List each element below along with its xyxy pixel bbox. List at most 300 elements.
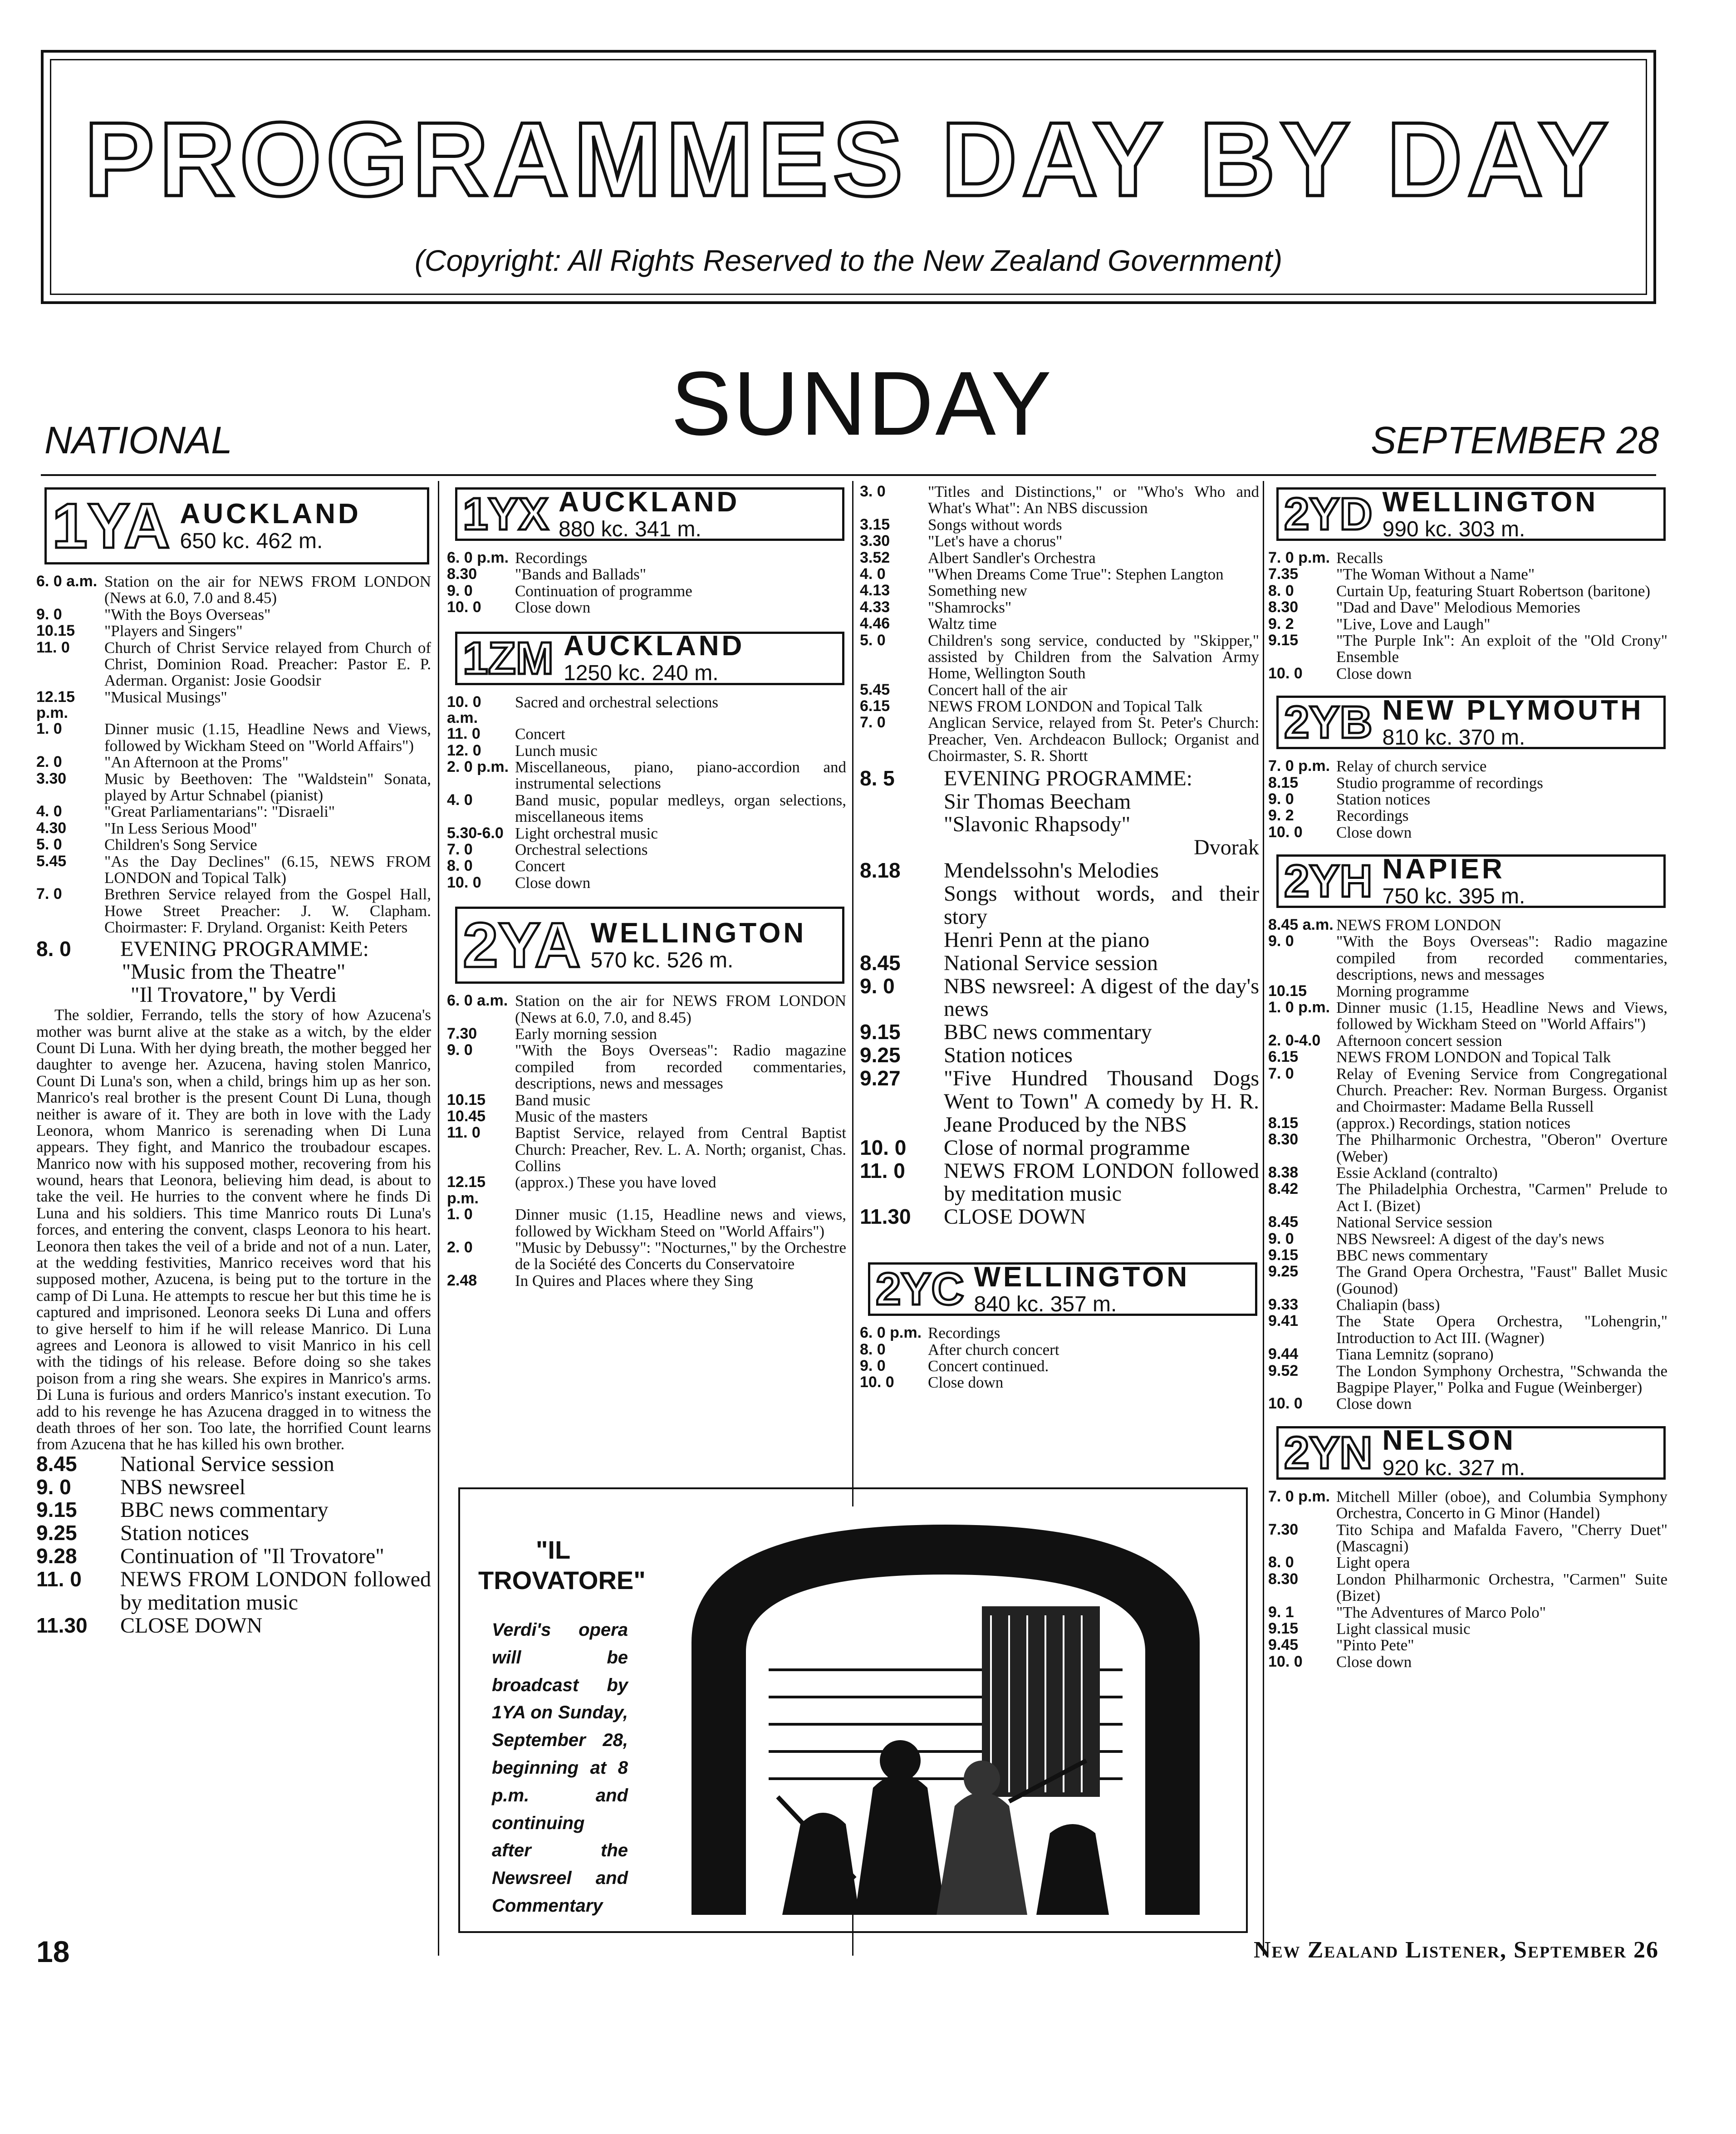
time-label: 8.45 xyxy=(36,1452,77,1476)
page-number: 18 xyxy=(36,1935,70,1968)
programme-description: Recordings xyxy=(1336,807,1409,825)
station-city: AUCKLAND xyxy=(559,486,740,518)
time-label: 9. 2 xyxy=(1268,615,1294,633)
station-city: NELSON xyxy=(1382,1425,1516,1457)
schedule-row xyxy=(1268,758,1667,775)
time-label: 10.15 xyxy=(36,622,75,640)
time-label: 8.45 a.m. xyxy=(1268,916,1334,934)
programme-description: The Philadelphia Orchestra, "Carmen" Prelude to Act I. (Bizet) xyxy=(1336,1180,1667,1215)
time-label: 9.33 xyxy=(1268,1296,1299,1314)
time-label: 6.15 xyxy=(860,697,890,715)
time-label: 9.44 xyxy=(1268,1345,1299,1363)
schedule-row xyxy=(1268,1231,1667,1247)
schedule-row xyxy=(1268,1313,1667,1346)
station-callsign: 1YA xyxy=(52,490,170,561)
schedule-row xyxy=(860,566,1259,583)
station-frequency: 570 kc. 526 m. xyxy=(590,948,734,972)
programme-description: The London Symphony Orchestra, "Schwanda the Bagpipe Player," Polka and Fugue (Weinberger) xyxy=(1336,1362,1667,1397)
station-city: WELLINGTON xyxy=(590,917,807,949)
programme-description: CLOSE DOWN xyxy=(944,1205,1086,1229)
time-label: 9.27 xyxy=(860,1066,901,1090)
time-label: 8. 0 xyxy=(1268,582,1294,599)
time-label: 12.15 p.m. xyxy=(36,688,75,722)
time-label: 8.30 xyxy=(1268,1570,1299,1588)
programme-description: Orchestral selections xyxy=(515,841,648,859)
time-label: 3.52 xyxy=(860,549,890,566)
schedule-row xyxy=(1268,550,1667,566)
column-divider xyxy=(1263,481,1264,1956)
programme-description: "Music by Debussy": "Nocturnes," by the Orchestre de la Société des Concerts du Conservatoire xyxy=(515,1238,846,1273)
programme-description: Continuation of programme xyxy=(515,582,692,600)
time-label: 2. 0 xyxy=(447,1238,473,1256)
programme-description: Station notices xyxy=(120,1521,249,1545)
il-trovatore-feature xyxy=(458,1487,1248,1933)
programme-description: Station notices xyxy=(1336,790,1431,808)
programme-description: Close down xyxy=(1336,664,1412,682)
programme-line: Songs without words, and their story xyxy=(944,882,1259,929)
programme-title: "Music from the Theatre" xyxy=(122,960,346,984)
station-callsign: 2YC xyxy=(876,1264,964,1315)
programme-description: BBC news commentary xyxy=(120,1498,329,1522)
time-label: 9.15 xyxy=(36,1498,77,1522)
column-1ya xyxy=(36,484,431,1638)
schedule-row xyxy=(447,743,846,759)
time-label: 9. 0 xyxy=(447,1041,473,1059)
time-label: 8.45 xyxy=(1268,1213,1299,1231)
time-label: 10.15 xyxy=(447,1091,486,1109)
schedule-row xyxy=(1268,1214,1667,1231)
schedule-row xyxy=(36,854,431,887)
column-regional xyxy=(1268,484,1667,1670)
time-label: 12. 0 xyxy=(447,741,481,759)
programme-description: Church of Christ Service relayed from Church of Christ, Dominion Road. Preacher: Pastor E. P. Aderman. Organist: Josie Goodsir xyxy=(104,638,431,690)
programme-description: (approx.) Recordings, station notices xyxy=(1336,1114,1571,1132)
programme-description: NBS newsreel: A digest of the day's news xyxy=(944,974,1259,1021)
time-label: 3.30 xyxy=(36,770,67,787)
schedule-row xyxy=(1268,775,1667,791)
schedule-row xyxy=(860,1067,1259,1137)
copyright-notice: (Copyright: All Rights Reserved to the New Zealand Government) xyxy=(414,244,1283,277)
time-label: 9.52 xyxy=(1268,1362,1299,1379)
programme-description: Light orchestral music xyxy=(515,824,658,842)
time-label: 10. 0 xyxy=(860,1135,907,1159)
schedule-row xyxy=(447,1109,846,1125)
time-label: 3. 0 xyxy=(860,483,886,500)
schedule-row xyxy=(36,1545,431,1568)
time-label: 11. 0 xyxy=(447,1124,481,1142)
programme-line: Henri Penn at the piano xyxy=(944,927,1150,952)
station-city: AUCKLAND xyxy=(564,630,745,662)
programme-description: Early morning session xyxy=(515,1025,657,1043)
schedule-row xyxy=(1268,1165,1667,1181)
time-label: 7.30 xyxy=(1268,1521,1299,1538)
time-label: 6. 0 p.m. xyxy=(447,549,509,566)
time-label: 11. 0 xyxy=(447,725,481,743)
time-label: 9.15 xyxy=(1268,1246,1299,1264)
station-callsign: 2YH xyxy=(1284,856,1373,907)
programme-description: Close down xyxy=(1336,1653,1412,1671)
schedule-row xyxy=(1268,1637,1667,1653)
schedule-row xyxy=(1268,1654,1667,1670)
time-label: 9.15 xyxy=(860,1020,901,1044)
programme-description: "In Less Serious Mood" xyxy=(104,819,257,837)
schedule-row xyxy=(447,583,846,599)
schedule-row xyxy=(1268,1363,1667,1396)
programme-description: Recalls xyxy=(1336,549,1383,567)
schedule-row xyxy=(1268,566,1667,583)
time-label: 8.45 xyxy=(860,951,901,975)
programme-description: Songs without words xyxy=(928,515,1062,534)
programme-description: Recordings xyxy=(928,1324,1000,1342)
programme-description: Station notices xyxy=(944,1043,1073,1068)
programme-description: NEWS FROM LONDON and Topical Talk xyxy=(928,697,1203,716)
schedule-row xyxy=(1268,583,1667,599)
programme-description: NEWS FROM LONDON and Topical Talk xyxy=(1336,1048,1611,1066)
schedule-row xyxy=(447,1125,846,1174)
programme-description: NEWS FROM LONDON followed by meditation music xyxy=(120,1567,431,1614)
schedule-row xyxy=(860,715,1259,764)
time-label: 9. 0 xyxy=(1268,932,1294,950)
time-label: 5. 0 xyxy=(860,631,886,649)
programme-description: Studio programme of recordings xyxy=(1336,774,1543,792)
schedule-row xyxy=(860,1342,1259,1358)
schedule-list xyxy=(36,1453,431,1638)
programme-description: Albert Sandler's Orchestra xyxy=(928,549,1096,567)
schedule-row xyxy=(447,566,846,583)
time-label: 4.30 xyxy=(36,819,67,837)
schedule-row xyxy=(1268,633,1667,666)
programme-description: Afternoon concert session xyxy=(1336,1031,1502,1050)
schedule-row xyxy=(860,633,1259,682)
time-label: 8. 0 xyxy=(1268,1554,1294,1571)
programme-description: "The Adventures of Marco Polo" xyxy=(1336,1603,1546,1621)
time-label: 6. 0 a.m. xyxy=(36,573,98,590)
schedule-row xyxy=(1268,824,1667,841)
time-label: 9. 0 xyxy=(447,582,473,599)
programme-description: BBC news commentary xyxy=(1336,1246,1488,1264)
programme-line: Sir Thomas Beecham xyxy=(944,789,1131,814)
schedule-row xyxy=(1268,1621,1667,1637)
programme-description: "Bands and Ballads" xyxy=(515,565,647,584)
schedule-row xyxy=(860,952,1259,975)
schedule-row xyxy=(1268,1396,1667,1412)
programme-description: NEWS FROM LONDON followed by meditation music xyxy=(944,1158,1259,1206)
time-label: 9. 0 xyxy=(1268,790,1294,808)
schedule-row xyxy=(1268,1066,1667,1115)
schedule-list xyxy=(447,694,846,892)
schedule-row xyxy=(36,1476,431,1499)
schedule-row xyxy=(860,682,1259,698)
time-label: 9. 0 xyxy=(1268,1230,1294,1247)
time-label: 9. 0 xyxy=(860,974,895,998)
time-label: 4. 0 xyxy=(36,803,62,820)
schedule-row xyxy=(36,1499,431,1522)
programme-description: Music of the masters xyxy=(515,1107,648,1125)
schedule-list xyxy=(1268,758,1667,841)
schedule-list xyxy=(1268,1489,1667,1670)
schedule-row xyxy=(860,1137,1259,1160)
programme-description: London Philharmonic Orchestra, "Carmen" Suite (Bizet) xyxy=(1336,1570,1667,1605)
column-divider xyxy=(438,481,439,1956)
programme-description: "Players and Singers" xyxy=(104,622,243,640)
schedule-row xyxy=(1268,1000,1667,1033)
programme-description: Light classical music xyxy=(1336,1619,1471,1638)
programme-description: Close down xyxy=(515,599,591,617)
station-frequency: 810 kc. 370 m. xyxy=(1382,725,1525,750)
time-label: 3.15 xyxy=(860,515,890,533)
programme-description: Close of normal programme xyxy=(944,1135,1190,1160)
programme-description: "Five Hundred Thousand Dogs Went to Town" A comedy by H. R. Jeane Produced by the NBS xyxy=(944,1066,1259,1137)
schedule-list xyxy=(1268,917,1667,1413)
schedule-row xyxy=(447,694,846,726)
schedule-row xyxy=(447,842,846,858)
time-label: 7. 0 p.m. xyxy=(1268,1487,1330,1505)
time-label: 8.42 xyxy=(1268,1180,1299,1198)
programme-description: Relay of Evening Service from Congregational Church. Preacher: Rev. Norman Burgess. Organist and Choirmaster: Madame Bella Russell xyxy=(1336,1065,1667,1116)
programme-description: Concert hall of the air xyxy=(928,681,1068,699)
column-2ya-continued xyxy=(860,484,1259,1391)
programme-description: "Pinto Pete" xyxy=(1336,1636,1414,1654)
time-label: 9. 2 xyxy=(1268,807,1294,824)
programme-description: "Let's have a chorus" xyxy=(928,532,1063,550)
schedule-row xyxy=(447,759,846,792)
programme-description: Miscellaneous, piano, piano-accordion and instrumental selections xyxy=(515,758,846,793)
programme-description: The State Opera Orchestra, "Lohengrin," Introduction to Act III. (Wagner) xyxy=(1336,1312,1667,1347)
schedule-row xyxy=(36,1453,431,1476)
programme-description: Chaliapin (bass) xyxy=(1336,1296,1440,1314)
programme-description: Close down xyxy=(515,873,591,892)
programme-description: In Quires and Places where they Sing xyxy=(515,1271,753,1290)
schedule-row xyxy=(860,698,1259,715)
programme-description: National Service session xyxy=(944,951,1158,975)
programme-description: Continuation of "Il Trovatore" xyxy=(120,1544,384,1569)
time-label: 6. 0 a.m. xyxy=(447,992,508,1010)
schedule-row xyxy=(1268,1522,1667,1555)
programme-description: Recordings xyxy=(515,549,588,567)
station-frequency: 990 kc. 303 m. xyxy=(1382,517,1525,541)
station-box-2yh xyxy=(1276,854,1666,908)
programme-description: "The Purple Ink": An exploit of the "Old Crony" Ensemble xyxy=(1336,631,1667,666)
time-label: 8.38 xyxy=(1268,1163,1299,1181)
programme-description: Band music xyxy=(515,1091,591,1109)
schedule-row xyxy=(447,1092,846,1109)
masthead-banner xyxy=(41,50,1656,304)
time-label: 11.30 xyxy=(860,1205,911,1229)
schedule-row xyxy=(1268,1115,1667,1132)
time-label: 8. 5 xyxy=(860,766,895,790)
programme-description: Waltz time xyxy=(928,615,997,633)
station-city: WELLINGTON xyxy=(974,1261,1190,1293)
time-label: 9.25 xyxy=(36,1521,77,1545)
schedule-list xyxy=(36,574,431,936)
programme-description: Concert continued. xyxy=(928,1357,1049,1375)
programme-description: Station on the air for NEWS FROM LONDON (News at 6.0, 7.0 and 8.45) xyxy=(104,573,431,607)
schedule-row xyxy=(447,1042,846,1092)
schedule-row xyxy=(1268,1181,1667,1214)
schedule-row xyxy=(36,607,431,623)
time-label: 8. 0 xyxy=(860,1340,886,1358)
opera-synopsis: The soldier, Ferrando, tells the story of how Azucena's mother was burnt alive at the stake as a witch, by the elder Count Di Luna. With her dying breath, the mother begged her daughter to avenge her. Azucena, having stolen Manrico, Count Di Luna's son, when a child, brings him up as her son. Manrico's real brother is the present Count Di Luna, though neither is aware of it. They are both in love with the Lady Leonora, whom Manrico is serenading when Di Luna appears. They fight, and Manrico the troubadour escapes. Manrico now with his supposed mother, recovering from his wound, hears that Leonora, believing him dead, is about to take the veil. He hurries to the convent where he finds Di Luna and his soldiers. This time Manrico routs Di Luna's forces, and entering the convent, clasps Leonora to his heart. Leonora then takes the veil of a bride and not of a nun. Later, at the wedding festivities, Manrico receives word that his supposed mother, Azucena, is being put to the torture in the camp of Di Luna. He attempts to rescue her but this time he is captured and imprisoned. Leonora seeks Di Luna and offers to give herself to him if he will release Manrico. Di Luna agrees and Leonora is allowed to visit Manrico in his cell with the tidings of his release. Before doing so she takes poison from a ring she wears. She expires in Manrico's arms. Di Luna is furious and orders Manrico's instant execution. To add to his revenge he has Azucena dragged in to witness the death throes of her son. Too late, the horrified Count learns from Azucena that he has killed his own brother. xyxy=(36,1006,431,1453)
schedule-row xyxy=(860,583,1259,599)
programme-description: Tiana Lemnitz (soprano) xyxy=(1336,1345,1494,1364)
masthead-title: PROGRAMMES DAY BY DAY xyxy=(84,101,1613,218)
time-label: 1. 0 xyxy=(447,1206,473,1223)
programme-description: "With the Boys Overseas": Radio magazine compiled from recorded commentaries, descriptions, news and messages xyxy=(515,1041,846,1093)
day-title: SUNDAY xyxy=(671,353,1054,454)
programme-description: Curtain Up, featuring Stuart Robertson (baritone) xyxy=(1336,582,1651,600)
programme-description: "Live, Love and Laugh" xyxy=(1336,615,1491,633)
station-city: AUCKLAND xyxy=(180,498,361,530)
time-label: 9.15 xyxy=(1268,631,1299,649)
programme-description: Station on the air for NEWS FROM LONDON (News at 6.0, 7.0, and 8.45) xyxy=(515,992,846,1026)
programme-description: Close down xyxy=(1336,823,1412,841)
schedule-row xyxy=(860,1160,1259,1206)
schedule-row xyxy=(1268,808,1667,824)
schedule-row xyxy=(36,754,431,770)
time-label: 10. 0 xyxy=(447,873,481,891)
schedule-row xyxy=(1268,1489,1667,1522)
station-frequency: 750 kc. 395 m. xyxy=(1382,884,1525,908)
time-label: 5. 0 xyxy=(36,836,62,854)
schedule-row xyxy=(36,1614,431,1638)
time-label: 6. 0 p.m. xyxy=(860,1324,922,1342)
programme-description: Light opera xyxy=(1336,1554,1410,1572)
publication-footer: New Zealand Listener, September 26 xyxy=(1254,1937,1659,1963)
time-label: 10. 0 xyxy=(1268,823,1303,841)
time-label: 7. 0 xyxy=(1268,1065,1294,1082)
schedule-row xyxy=(36,721,431,754)
schedule-row xyxy=(447,1207,846,1240)
schedule-row xyxy=(860,533,1259,549)
station-box-2yd xyxy=(1276,487,1666,541)
programme-description: National Service session xyxy=(1336,1213,1493,1231)
station-frequency: 840 kc. 357 m. xyxy=(974,1292,1117,1316)
station-box-2yc xyxy=(868,1262,1257,1316)
schedule-row xyxy=(36,837,431,853)
station-frequency: 1250 kc. 240 m. xyxy=(564,661,719,686)
schedule-row xyxy=(860,1044,1259,1067)
schedule-row xyxy=(447,599,846,616)
time-label: 9. 0 xyxy=(860,1357,886,1374)
date-label: SEPTEMBER 28 xyxy=(1371,419,1659,461)
time-label: 8.15 xyxy=(1268,774,1299,791)
time-label: 11.30 xyxy=(36,1613,88,1637)
programme-description: "Dad and Dave" Melodious Memories xyxy=(1336,599,1580,617)
schedule-row xyxy=(1268,933,1667,983)
schedule-row xyxy=(860,616,1259,632)
time-label: 7. 0 p.m. xyxy=(1268,757,1330,775)
programme-description: Concert xyxy=(515,857,565,875)
programme-description: NBS newsreel xyxy=(120,1475,245,1499)
station-city: WELLINGTON xyxy=(1382,486,1599,518)
programme-description: Dinner music (1.15, Headline News and Views, followed by Wickham Steed on "World Affairs") xyxy=(104,720,431,755)
time-label: 10. 0 a.m. xyxy=(447,693,481,726)
station-box-2yn xyxy=(1276,1426,1666,1480)
schedule-row xyxy=(36,689,431,721)
schedule-row xyxy=(860,1358,1259,1374)
station-frequency: 920 kc. 327 m. xyxy=(1382,1456,1525,1480)
schedule-list xyxy=(1268,550,1667,682)
programme-description: "Titles and Distinctions," or "Who's Who and What's What": An NBS discussion xyxy=(928,483,1259,517)
programme-description: "With the Boys Overseas" xyxy=(104,605,271,623)
schedule-row xyxy=(860,975,1259,1021)
programme-description: "As the Day Declines" (6.15, NEWS FROM LONDON and Topical Talk) xyxy=(104,852,431,887)
schedule-row xyxy=(1268,1132,1667,1165)
time-label: 7.30 xyxy=(447,1025,477,1042)
time-label: 10. 0 xyxy=(447,599,481,616)
station-frequency: 880 kc. 341 m. xyxy=(559,517,701,541)
schedule-row xyxy=(1268,666,1667,682)
programme-description: Children's Song Service xyxy=(104,836,257,854)
station-callsign: 2YA xyxy=(463,909,581,981)
programme-description: "Musical Musings" xyxy=(104,688,227,706)
time-label: 8.30 xyxy=(1268,599,1299,616)
programme-description: Close down xyxy=(928,1374,1004,1392)
time-label: 7.35 xyxy=(1268,565,1299,583)
schedule-row xyxy=(447,875,846,891)
evening-programme-heading: EVENING PROGRAMME: xyxy=(944,766,1193,790)
schedule-row xyxy=(447,1026,846,1042)
time-label: 1. 0 xyxy=(36,720,62,738)
programme-description: Mitchell Miller (oboe), and Columbia Symphony Orchestra, Concerto in G Minor (Handel) xyxy=(1336,1487,1667,1522)
schedule-row xyxy=(1268,917,1667,933)
time-label: 10.45 xyxy=(447,1107,486,1125)
schedule-row xyxy=(447,1273,846,1289)
time-label: 4. 0 xyxy=(447,791,473,809)
schedule-row xyxy=(36,1522,431,1545)
station-callsign: 2YN xyxy=(1284,1427,1373,1478)
station-box-1zm xyxy=(455,632,844,685)
schedule-row xyxy=(1268,1247,1667,1264)
schedule-row xyxy=(1268,1346,1667,1363)
schedule-row xyxy=(1268,1297,1667,1313)
programme-line: Mendelssohn's Melodies xyxy=(944,859,1159,883)
programme-description: Morning programme xyxy=(1336,982,1469,1000)
time-label: 9.41 xyxy=(1268,1312,1299,1330)
programme-description: Dinner music (1.15, Headline news and views, followed by Wickham Steed on "World Affairs") xyxy=(515,1206,846,1240)
programme-description: (approx.) These you have loved xyxy=(515,1173,716,1192)
programme-description: The Philharmonic Orchestra, "Oberon" Overture (Weber) xyxy=(1336,1131,1667,1165)
schedule-row xyxy=(860,1206,1259,1229)
schedule-row xyxy=(1268,1571,1667,1604)
time-label: 6.15 xyxy=(1268,1048,1299,1066)
composer-name: Dvorak xyxy=(1194,835,1259,860)
programme-description: Music by Beethoven: The "Waldstein" Sonata, played by Artur Schnabel (pianist) xyxy=(104,770,431,805)
schedule-row xyxy=(36,886,431,936)
time-label: 7. 0 xyxy=(860,714,886,731)
time-label: 9. 1 xyxy=(1268,1603,1294,1621)
time-label: 11. 0 xyxy=(36,1567,82,1591)
programme-description: Close down xyxy=(1336,1395,1412,1413)
schedule-row xyxy=(36,640,431,689)
programme-description: "With the Boys Overseas": Radio magazine compiled from recorded commentaries, descriptions, news and messages xyxy=(1336,932,1667,984)
time-label: 7. 0 xyxy=(36,885,62,903)
schedule-list xyxy=(860,484,1259,765)
programme-description: Something new xyxy=(928,582,1027,600)
time-label: 11. 0 xyxy=(36,638,70,656)
time-label: 10. 0 xyxy=(1268,664,1303,682)
programme-description: "An Afternoon at the Proms" xyxy=(104,753,289,771)
programme-description: Baptist Service, relayed from Central Baptist Church: Preacher, Rev. L. A. North; organist, Chas. Collins xyxy=(515,1124,846,1175)
schedule-row xyxy=(447,726,846,742)
station-callsign: 1ZM xyxy=(463,633,554,684)
time-label: 4.13 xyxy=(860,582,890,599)
programme-description: The Grand Opera Orchestra, "Faust" Ballet Music (Gounod) xyxy=(1336,1263,1667,1297)
time-label: 7. 0 xyxy=(447,841,473,859)
station-box-1ya xyxy=(44,487,429,564)
programme-description: Lunch music xyxy=(515,741,598,760)
header-rule xyxy=(41,474,1656,476)
